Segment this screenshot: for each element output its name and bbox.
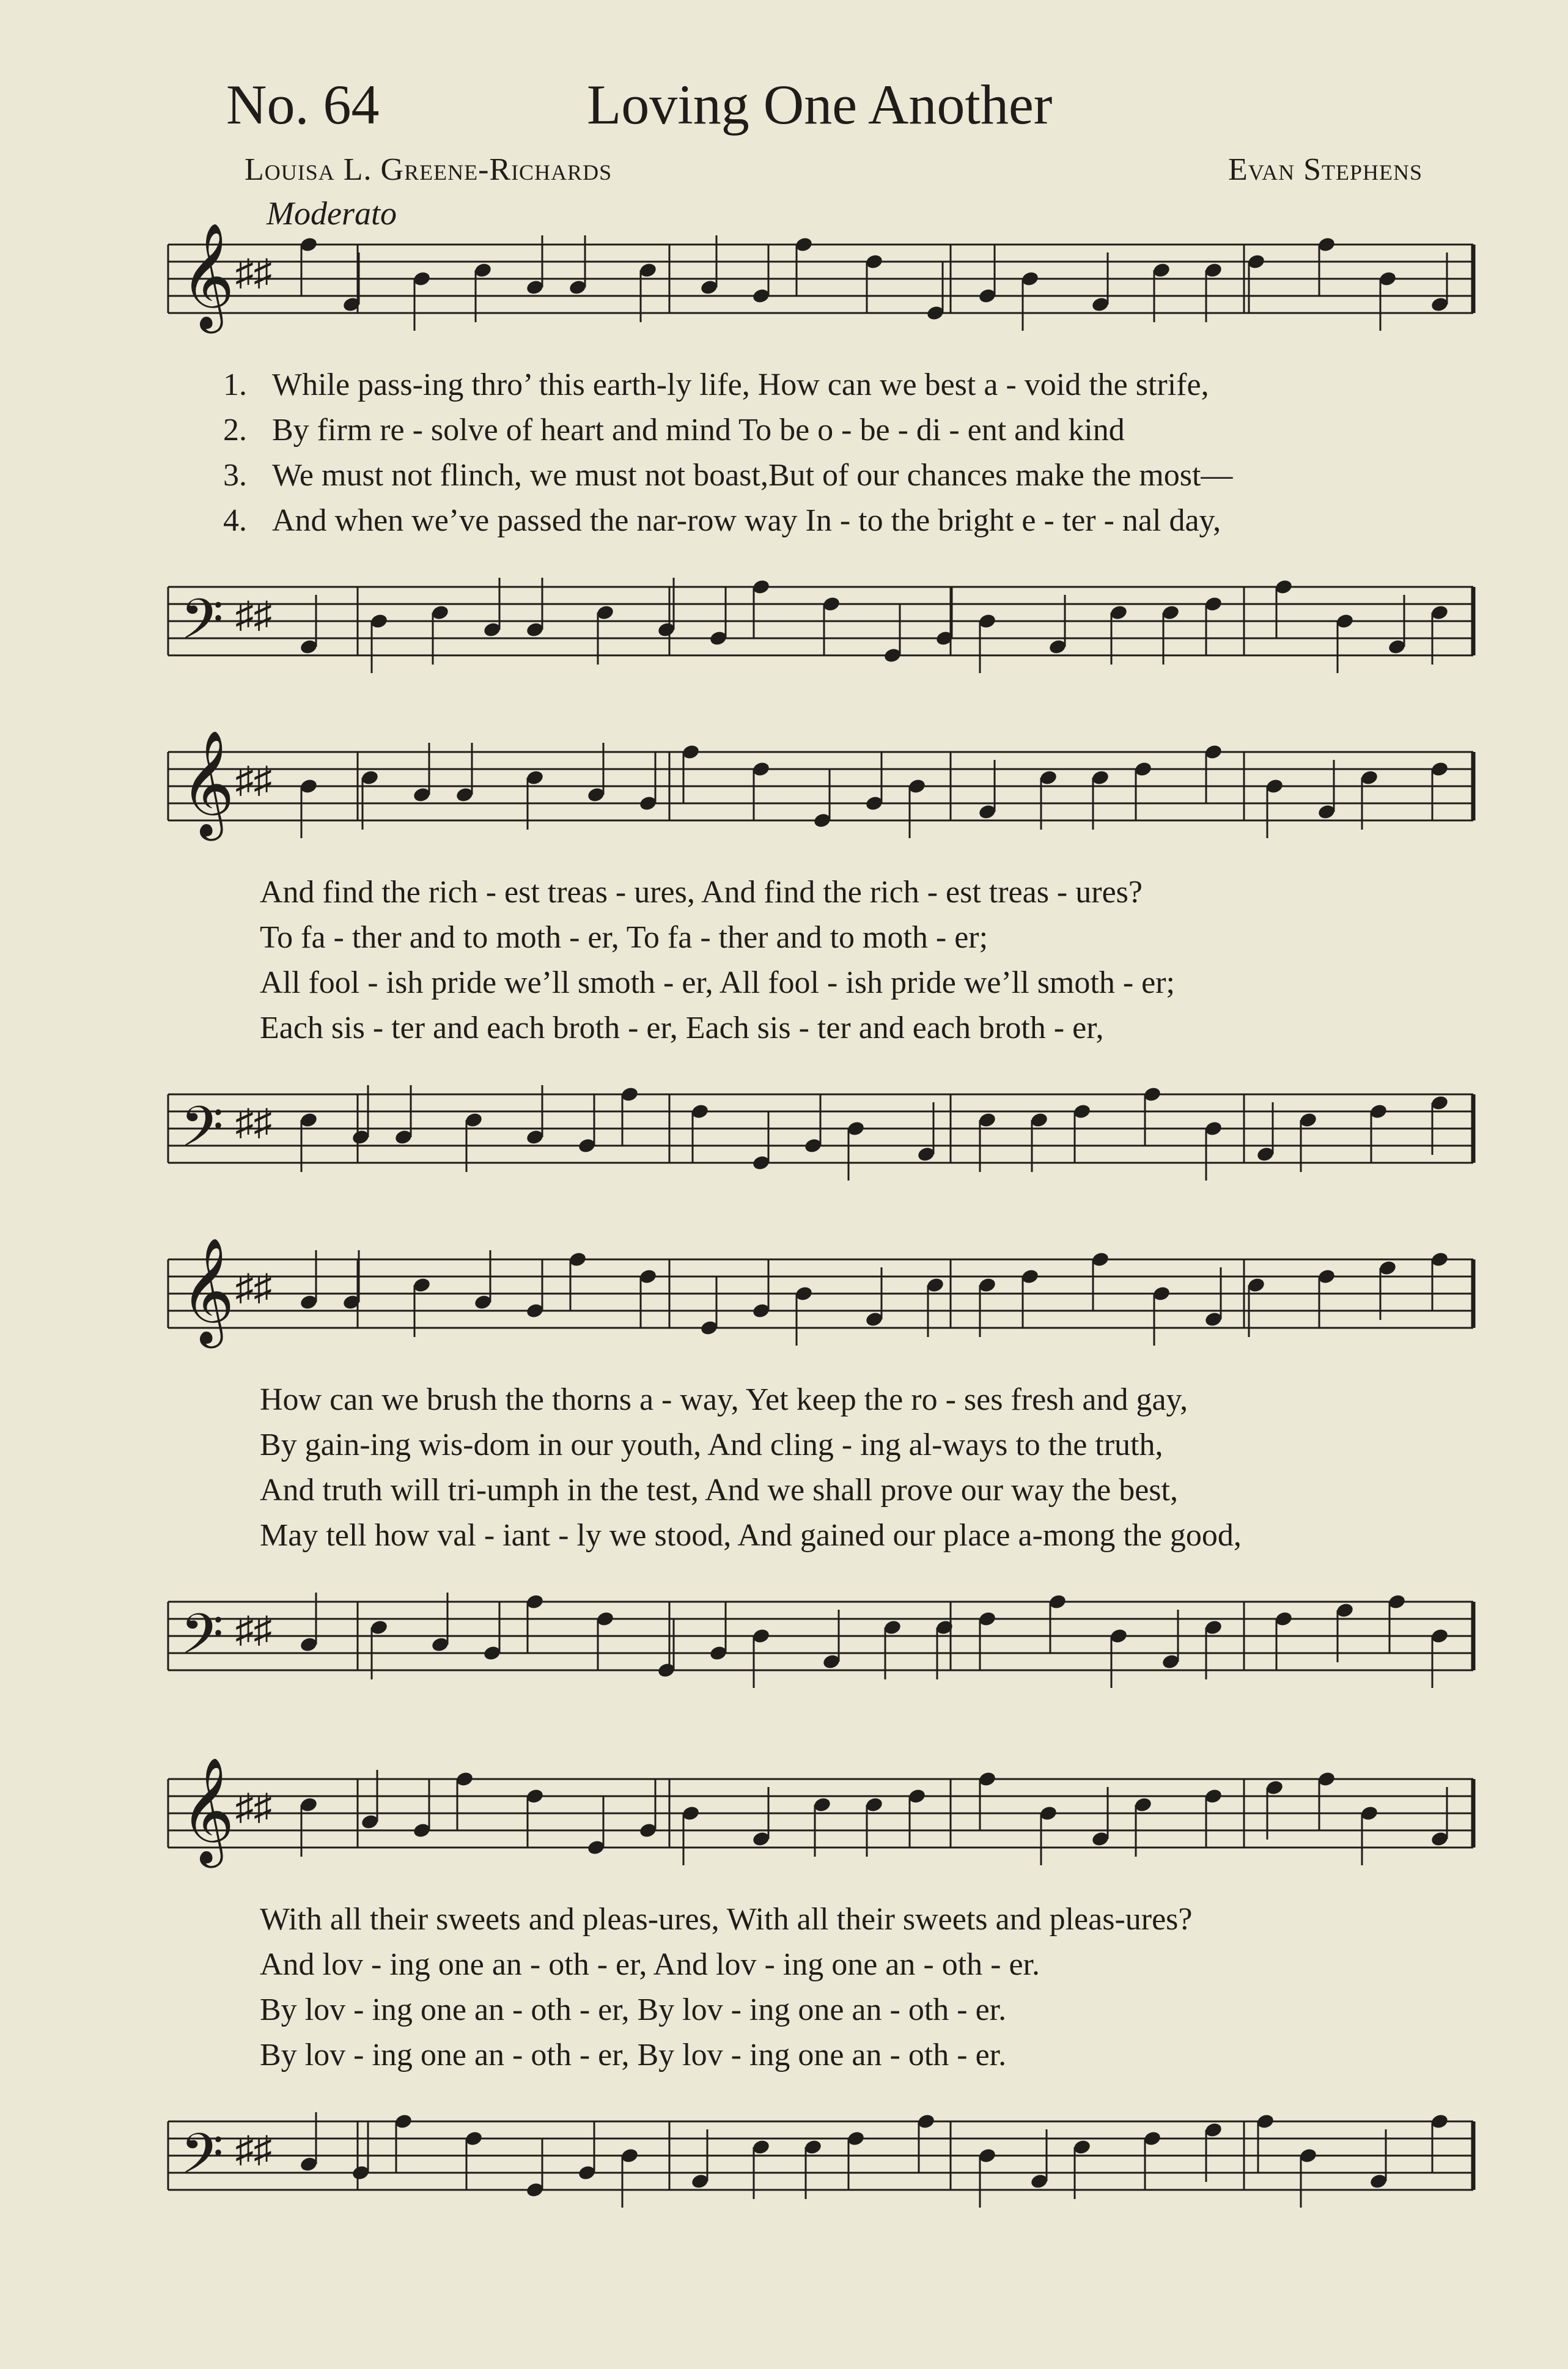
- verse-line: All fool - ish pride we’ll smoth - er, All fool - ish pride we’ll smoth - er;: [260, 965, 1175, 1000]
- verse-line: And truth will tri-umph in the test, And we shall prove our way the best,: [260, 1473, 1178, 1508]
- key-signature-icon: ♯♯: [235, 1610, 272, 1650]
- treble-clef-icon: 𝄞: [180, 1237, 235, 1344]
- verse-line: 1. While pass-ing thro’ this earth-ly life, How can we best a - void the strife,: [223, 367, 1209, 402]
- bass-staff-2: [156, 1070, 1485, 1192]
- verse-line: Each sis - ter and each broth - er, Each sis - ter and each broth - er,: [260, 1011, 1104, 1045]
- verse-line: And lov - ing one an - oth - er, And lov - ing one an - oth - er.: [260, 1947, 1040, 1982]
- verse-line: To fa - ther and to moth - er, To fa - ther and to moth - er;: [260, 920, 988, 955]
- key-signature-icon: ♯♯: [235, 595, 272, 635]
- verse-line: With all their sweets and pleas-ures, With all their sweets and pleas-ures?: [260, 1902, 1193, 1937]
- treble-clef-icon: 𝄞: [180, 1757, 235, 1863]
- bass-clef-icon: 𝄢: [180, 1602, 224, 1680]
- treble-staff-1: [156, 220, 1485, 342]
- key-signature-icon: ♯♯: [235, 1787, 272, 1827]
- treble-staff-4: [156, 1755, 1485, 1877]
- verse-line: How can we brush the thorns a - way, Yet keep the ro - ses fresh and gay,: [260, 1382, 1188, 1417]
- treble-clef-icon: 𝄞: [180, 730, 235, 836]
- verse-line: 4. And when we’ve passed the nar-row way In - to the bright e - ter - nal day,: [223, 503, 1221, 538]
- bass-staff-4: [156, 2097, 1485, 2219]
- lyricist-credit: Louisa L. Greene-Richards: [245, 152, 613, 187]
- treble-staff-3: [156, 1235, 1485, 1357]
- key-signature-icon: ♯♯: [235, 1102, 272, 1143]
- verse-line: And find the rich - est treas - ures, And find the rich - est treas - ures?: [260, 875, 1143, 910]
- key-signature-icon: ♯♯: [235, 252, 272, 293]
- key-signature-icon: ♯♯: [235, 1267, 272, 1308]
- bass-clef-icon: 𝄢: [180, 2121, 224, 2200]
- hymn-title: Loving One Another: [587, 73, 1053, 136]
- verse-line: By lov - ing one an - oth - er, By lov - ing one an - oth - er.: [260, 1992, 1007, 2027]
- composer-credit: Evan Stephens: [1228, 152, 1423, 187]
- music-system-4: [156, 1755, 1485, 2219]
- music-system-3: [156, 1235, 1485, 1700]
- tempo-marking: Moderato: [267, 195, 397, 232]
- verse-line: May tell how val - iant - ly we stood, And gained our place a-mong the good,: [260, 1518, 1242, 1553]
- key-signature-icon: ♯♯: [235, 760, 272, 800]
- verse-line: 3. We must not flinch, we must not boast,But of our chances make the most—: [223, 458, 1233, 493]
- music-system-1: [156, 220, 1485, 685]
- bass-staff-1: [156, 562, 1485, 685]
- treble-clef-icon: 𝄞: [180, 223, 235, 329]
- bass-clef-icon: 𝄢: [180, 1094, 224, 1173]
- treble-staff-2: [156, 728, 1485, 850]
- bass-staff-3: [156, 1577, 1485, 1700]
- verse-line: 2. By firm re - solve of heart and mind To be o - be - di - ent and kind: [223, 413, 1125, 448]
- key-signature-icon: ♯♯: [235, 2129, 272, 2170]
- bass-clef-icon: 𝄢: [180, 587, 224, 665]
- verse-line: By gain-ing wis-dom in our youth, And cling - ing al-ways to the truth,: [260, 1428, 1163, 1462]
- hymn-number: No. 64: [226, 73, 380, 136]
- verse-line: By lov - ing one an - oth - er, By lov - ing one an - oth - er.: [260, 2038, 1007, 2072]
- music-system-2: [156, 728, 1485, 1192]
